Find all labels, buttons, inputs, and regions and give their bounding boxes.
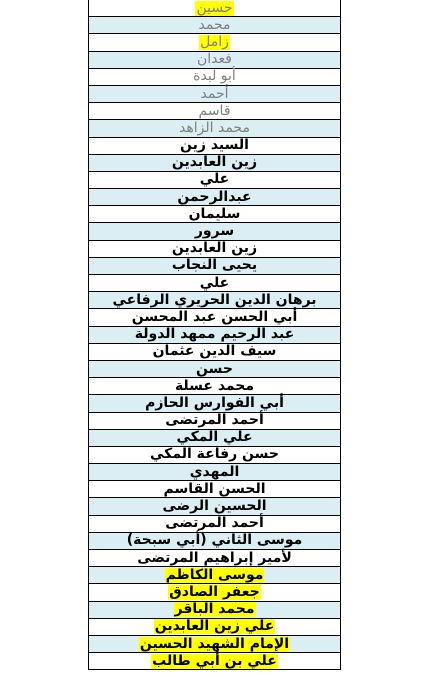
- table-row[interactable]: [89, 309, 340, 326]
- cell-text: محمد: [198, 16, 231, 33]
- cell-text: يحيى النجاب: [171, 257, 258, 274]
- table-row[interactable]: [89, 636, 340, 653]
- table-row[interactable]: [89, 103, 340, 120]
- table-row[interactable]: [89, 327, 340, 344]
- table-row[interactable]: [89, 550, 340, 567]
- cell-text: السيد زين: [180, 137, 249, 154]
- cell-text: محمد الزاهد: [179, 119, 250, 136]
- table-row[interactable]: [89, 86, 340, 103]
- cell-text: علي: [199, 274, 230, 291]
- table-row[interactable]: [89, 206, 340, 223]
- cell-text: حسن رفاعة المكي: [150, 446, 279, 463]
- table-row[interactable]: [89, 258, 340, 275]
- table-row[interactable]: [89, 52, 340, 69]
- cell-text: برهان الدين الحريري الرفاعي: [112, 291, 317, 308]
- cell-text: زامل: [200, 33, 229, 50]
- table-row[interactable]: [89, 34, 340, 51]
- table-row[interactable]: [89, 653, 340, 670]
- cell-text: جعفر الصادق: [169, 583, 260, 600]
- table-row[interactable]: [89, 344, 340, 361]
- table-row[interactable]: [89, 17, 340, 34]
- table-row[interactable]: [89, 241, 340, 258]
- table-row[interactable]: [89, 378, 340, 395]
- cell-text: علي المكي: [176, 429, 253, 446]
- cell-text: محمد الباقر: [174, 601, 255, 618]
- table-row[interactable]: [89, 516, 340, 533]
- table-row[interactable]: [89, 275, 340, 292]
- cell-text: سليمان: [188, 205, 241, 222]
- cell-text: سرور: [194, 223, 235, 240]
- cell-text: عبدالرحمن: [177, 188, 252, 205]
- cell-text: زين العابدين: [171, 240, 258, 257]
- cell-text: أبي الفوارس الحازم: [145, 394, 284, 411]
- table-row[interactable]: [89, 584, 340, 601]
- table-row[interactable]: [89, 172, 340, 189]
- cell-text: علي زين العابدين: [154, 618, 275, 635]
- cell-text: زين العابدين: [171, 154, 258, 171]
- cell-text: حسن: [196, 360, 233, 377]
- cell-text: أبي الحسن عبد المحسن: [131, 308, 298, 325]
- table-row[interactable]: [89, 567, 340, 584]
- cell-text: أحمد المرتضى: [165, 515, 264, 532]
- cell-text: المهدي: [189, 463, 240, 480]
- cell-text: الإمام الشهيد الحسين: [139, 635, 290, 652]
- table-row[interactable]: [89, 447, 340, 464]
- table-row[interactable]: [89, 189, 340, 206]
- cell-text: حسين: [196, 0, 233, 16]
- table-row[interactable]: [89, 0, 340, 17]
- cell-text: أحمد المرتضى: [165, 412, 264, 429]
- cell-text: أحمد: [200, 85, 229, 102]
- table-row[interactable]: [89, 602, 340, 619]
- table-row[interactable]: [89, 361, 340, 378]
- cell-text: علي: [199, 171, 230, 188]
- table-row[interactable]: [89, 292, 340, 309]
- table-row[interactable]: [89, 481, 340, 498]
- cell-text: سيف الدين عثمان: [152, 343, 277, 360]
- table-row[interactable]: [89, 69, 340, 86]
- cell-text: فعدان: [197, 51, 232, 68]
- table-row[interactable]: [89, 120, 340, 137]
- table-row[interactable]: [89, 533, 340, 550]
- cell-text: عبد الرحيم ممهد الدولة: [134, 326, 295, 343]
- table-row[interactable]: [89, 464, 340, 481]
- cell-text: قاسم: [198, 102, 231, 119]
- cell-text: الحسين الرضى: [162, 498, 267, 515]
- cell-text: أبو لبدة: [193, 68, 236, 85]
- cell-text: موسى الكاظم: [165, 566, 264, 583]
- table-row[interactable]: [89, 138, 340, 155]
- cell-text: محمد عسلة: [174, 377, 255, 394]
- spreadsheet-column: [88, 0, 341, 670]
- table-row[interactable]: [89, 155, 340, 172]
- cell-text: الحسن القاسم: [163, 480, 266, 497]
- cell-text: موسى الثاني (أبي سبحة): [126, 532, 303, 549]
- cell-text: علي بن أبي طالب: [152, 652, 277, 669]
- cell-text: لأمير إبراهيم المرتضى: [137, 549, 292, 566]
- table-row[interactable]: [89, 619, 340, 636]
- table-row[interactable]: [89, 413, 340, 430]
- table-row[interactable]: [89, 395, 340, 412]
- table-row[interactable]: [89, 498, 340, 515]
- table-row[interactable]: [89, 430, 340, 447]
- table-row[interactable]: [89, 223, 340, 240]
